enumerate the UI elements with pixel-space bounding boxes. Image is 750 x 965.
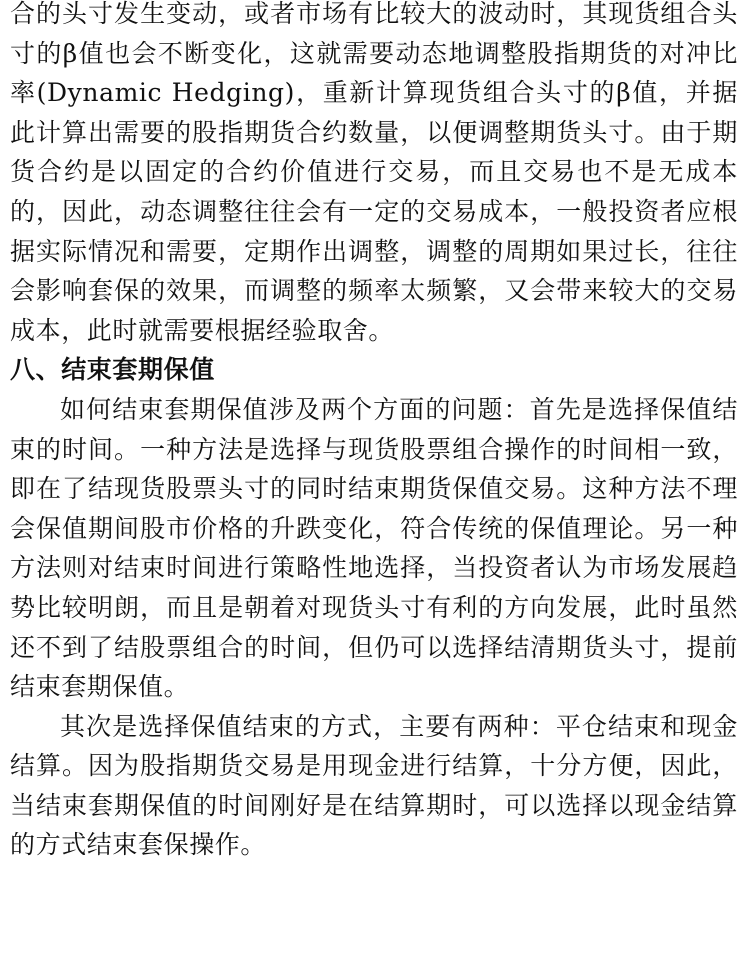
body-paragraph-ending-method: 其次是选择保值结束的方式，主要有两种：平仓结束和现金结算。因为股指期货交易是用现金进行结算，十分方便，因此，当结束套期保值的时间刚好是在结算期时，可以选择以现金结算的方式结束套保操作。 [10, 711, 738, 860]
section-heading: 八、结束套期保值 [10, 355, 215, 385]
body-paragraph-ending-time: 如何结束套期保值涉及两个方面的问题：首先是选择保值结束的时间。一种方法是选择与现货股票组合操作的时间相一致，即在了结现货股票头寸的同时结束期货保值交易。这种方法不理会保值期间股市价格的升跌变化，符合传统的保值理论。另一种方法则对结束时间进行策略性地选择，当投资者认为市场发展趋势比较明朗，而且是朝着对现货头寸有利的方向发展，此时虽然还不到了结股票组合的时间，但仍可以选择结清期货头寸，提前结束套期保值。 [10, 394, 738, 702]
body-paragraph-continued: 合的头寸发生变动，或者市场有比较大的波动时，其现货组合头寸的β值也会不断变化，这就需要动态地调整股指期货的对冲比率(Dynamic Hedging)，重新计算现货组合头寸的β值，并据此计算出需要的股指期货合约数量，以便调整期货头寸。由于期货合约是以固定的合约价值进行交易，而且交易也不是无成本的，因此，动态调整往往会有一定的交易成本，一般投资者应根据实际情况和需要，定期作出调整，调整的周期如果过长，往往会影响套保的效果，而调整的频率太频繁，又会带来较大的交易成本，此时就需要根据经验取舍。 [10, 0, 738, 345]
